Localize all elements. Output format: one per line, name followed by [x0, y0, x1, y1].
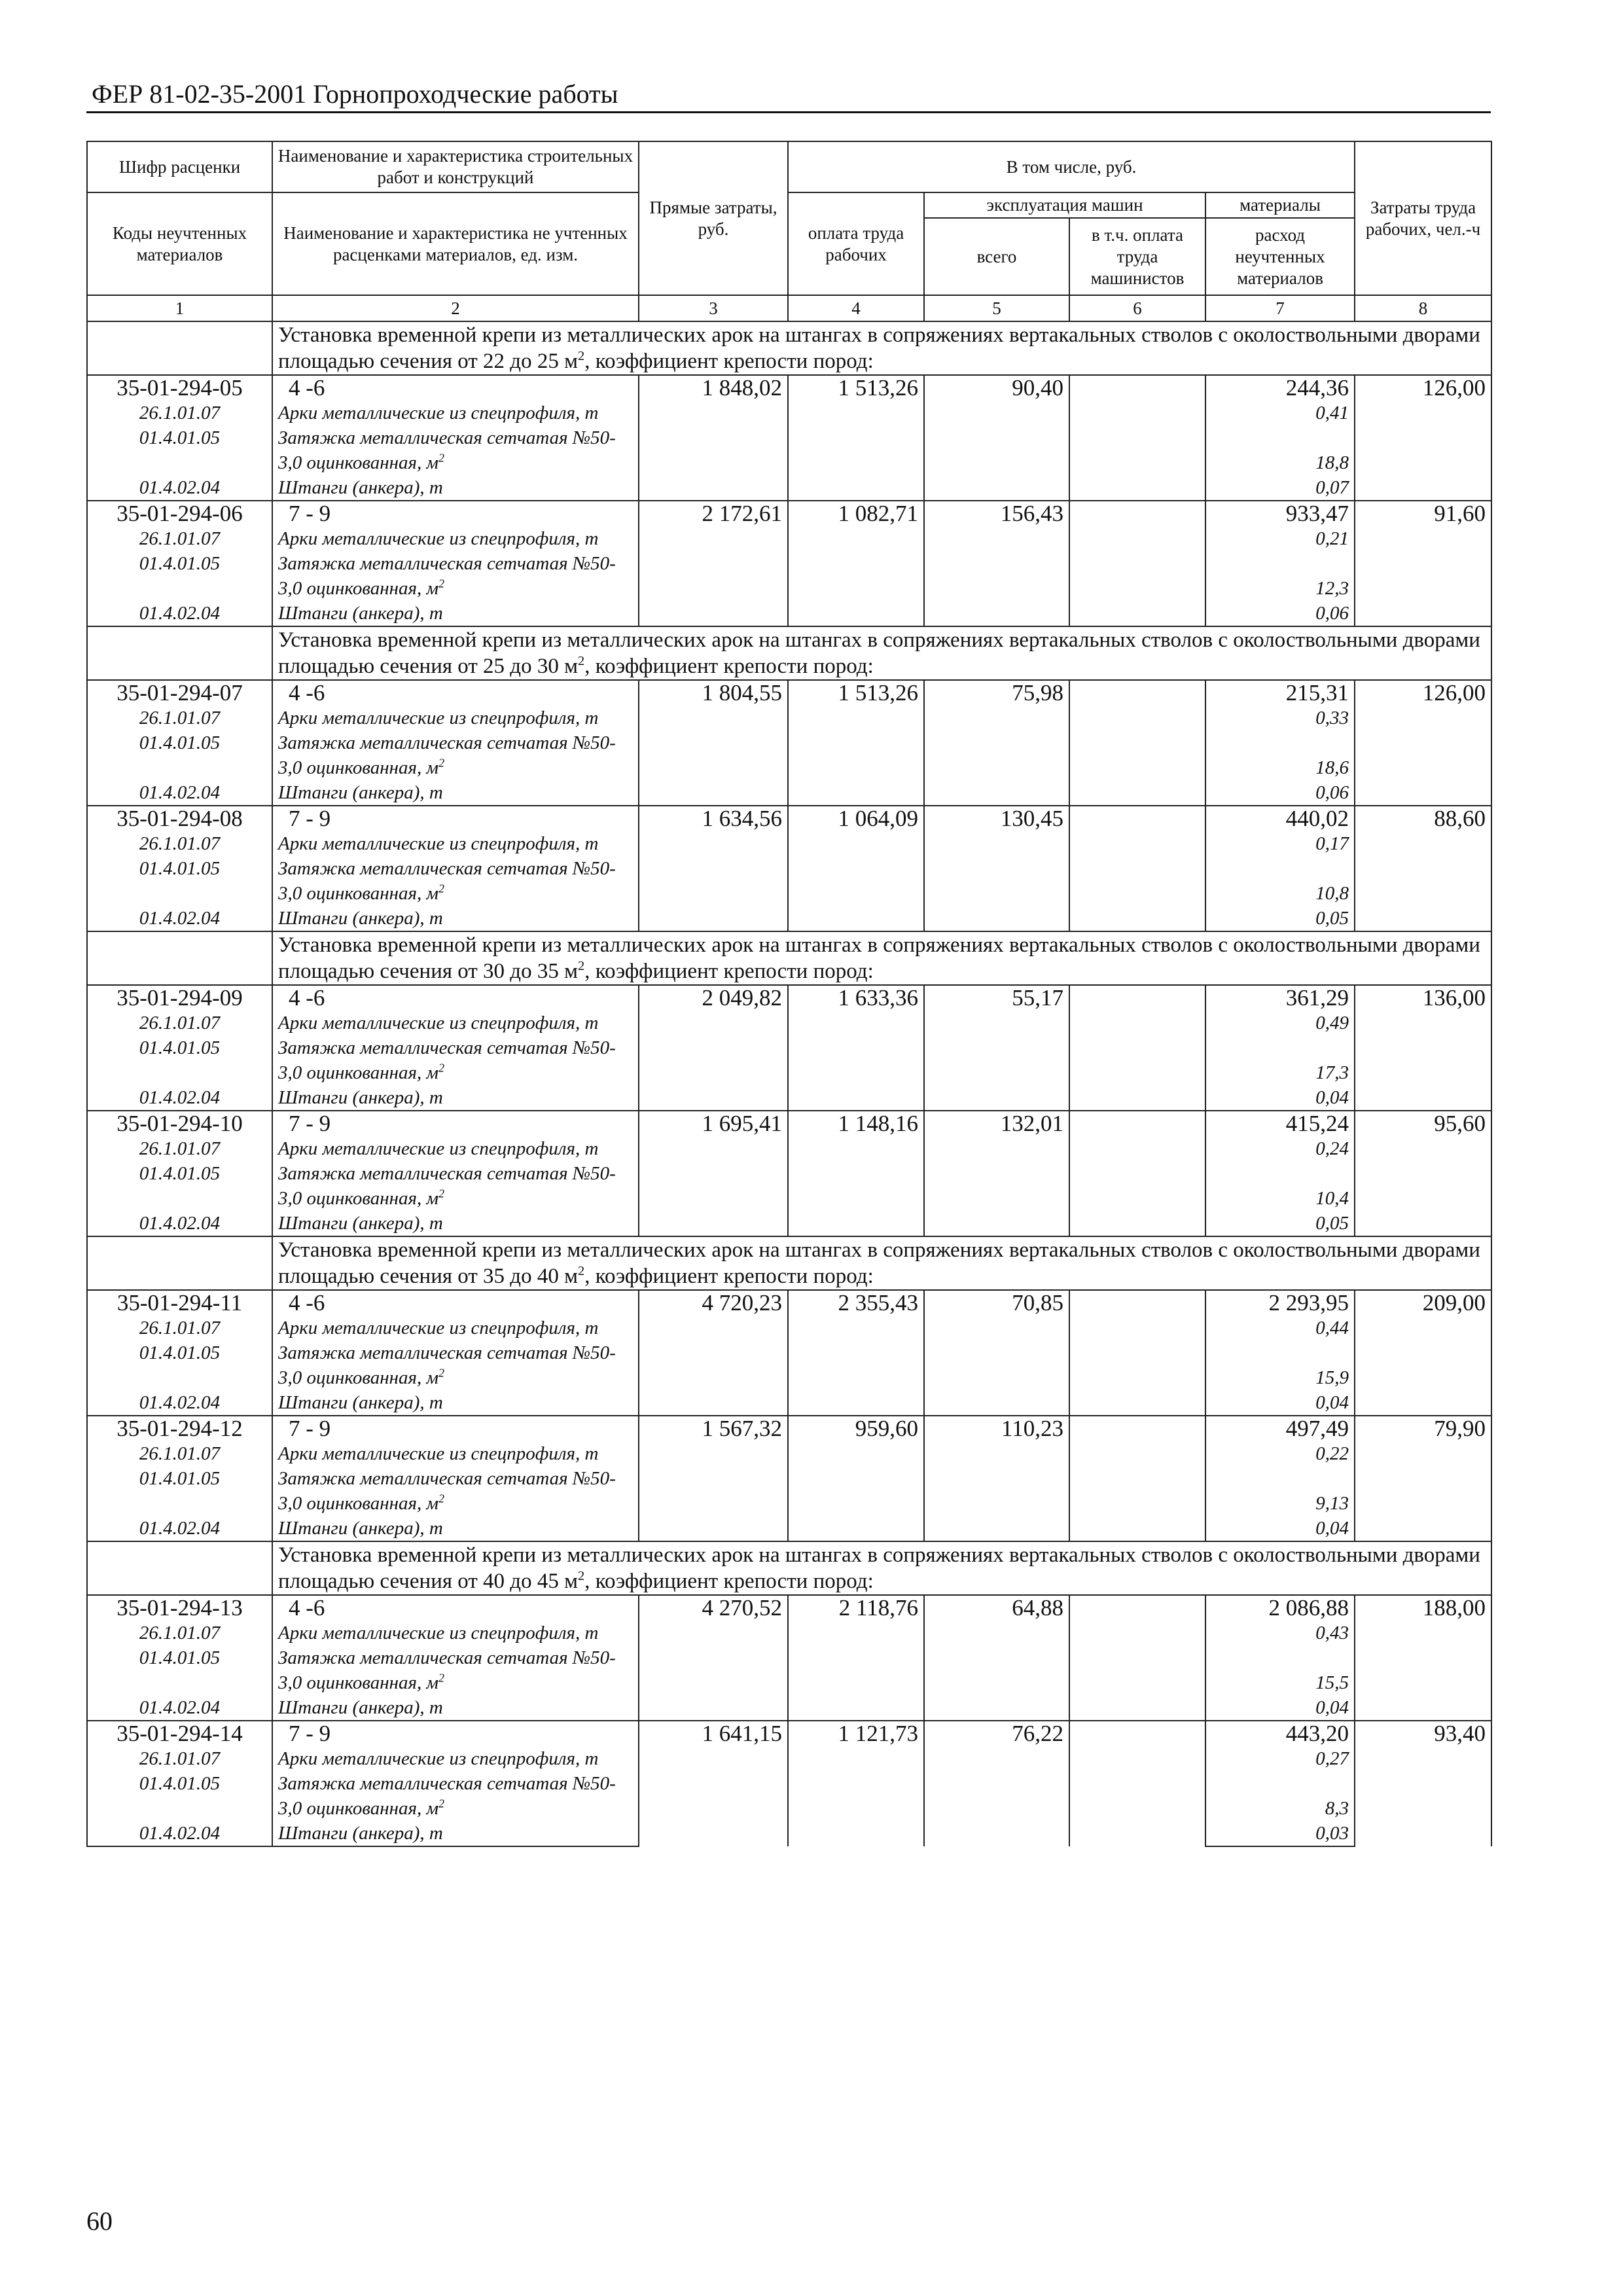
rate-direct-costs: 2 172,61	[639, 501, 788, 626]
material-code: 01.4.02.04	[87, 1821, 272, 1846]
section-text-suffix: , коэффициент крепости пород:	[584, 1265, 874, 1288]
material-quantity: 8,3	[1205, 1771, 1355, 1821]
material-code: 01.4.02.04	[87, 906, 272, 931]
section-description	[272, 1236, 1491, 1290]
material-code: 01.4.02.04	[87, 1085, 272, 1111]
material-name	[272, 601, 639, 626]
column-number: 8	[1355, 295, 1491, 321]
material-name	[272, 1316, 639, 1340]
material-code: 01.4.01.05	[87, 1340, 272, 1390]
material-code: 26.1.01.07	[87, 1621, 272, 1645]
material-unit-superscript: 2	[438, 1492, 444, 1505]
rate-rock-hardness: 7 - 9	[272, 1111, 639, 1136]
rate-materials: 443,20	[1205, 1721, 1355, 1746]
material-code: 01.4.02.04	[87, 780, 272, 806]
material-name	[272, 526, 639, 551]
rate-direct-costs: 2 049,82	[639, 985, 788, 1111]
rate-machines-total: 64,88	[924, 1595, 1069, 1721]
material-name	[272, 831, 639, 856]
rate-row	[87, 1416, 1491, 1441]
material-quantity: 0,22	[1205, 1441, 1355, 1466]
rate-labor-pay: 1 082,71	[788, 501, 924, 626]
material-name-text: Штанги (анкера), т	[278, 1087, 443, 1108]
material-name-text: Штанги (анкера), т	[278, 1823, 443, 1844]
section-row	[87, 1541, 1491, 1595]
header-machines: эксплуатация машин	[924, 192, 1205, 218]
material-name	[272, 551, 639, 601]
rate-machines-labor	[1069, 375, 1205, 501]
material-quantity: 18,6	[1205, 730, 1355, 780]
material-quantity: 0,04	[1205, 1695, 1355, 1721]
material-quantity: 0,03	[1205, 1821, 1355, 1846]
section-code-cell	[87, 1541, 272, 1595]
material-name	[272, 1771, 639, 1821]
material-code: 26.1.01.07	[87, 1441, 272, 1466]
rate-code: 35-01-294-07	[87, 680, 272, 706]
material-name-text: Арки металлические из спецпрофиля, т	[278, 1318, 599, 1338]
table-body	[87, 295, 1491, 1846]
rate-rock-hardness: 7 - 9	[272, 806, 639, 831]
material-name	[272, 425, 639, 475]
material-quantity: 12,3	[1205, 551, 1355, 601]
rate-machines-labor	[1069, 1416, 1205, 1541]
rate-materials: 244,36	[1205, 375, 1355, 401]
material-name	[272, 1516, 639, 1541]
rate-code: 35-01-294-11	[87, 1290, 272, 1316]
material-quantity: 17,3	[1205, 1035, 1355, 1085]
rate-labor-hours: 126,00	[1355, 680, 1491, 806]
material-code: 26.1.01.07	[87, 1316, 272, 1340]
column-number: 4	[788, 295, 924, 321]
rate-machines-total: 110,23	[924, 1416, 1069, 1541]
section-row	[87, 931, 1491, 985]
material-quantity: 0,06	[1205, 780, 1355, 806]
rate-code: 35-01-294-06	[87, 501, 272, 526]
rate-direct-costs: 1 804,55	[639, 680, 788, 806]
material-name-text: Затяжка металлическая сетчатая №50-3,0 оцинкованная, м	[278, 858, 616, 904]
material-code: 01.4.01.05	[87, 1771, 272, 1821]
section-text-superscript: 2	[577, 1264, 585, 1278]
section-text: Установка временной крепи из металлических арок на штангах в сопряжениях вертакальных стволов с околоствольными дворами площадью сечения от 40 до 45 м	[278, 1543, 1480, 1593]
material-quantity: 0,05	[1205, 906, 1355, 931]
material-code: 01.4.01.05	[87, 551, 272, 601]
rate-rock-hardness: 7 - 9	[272, 1721, 639, 1746]
material-quantity: 0,05	[1205, 1211, 1355, 1236]
rate-labor-hours: 136,00	[1355, 985, 1491, 1111]
rate-materials: 933,47	[1205, 501, 1355, 526]
material-quantity: 0,33	[1205, 706, 1355, 730]
material-name-text: Затяжка металлическая сетчатая №50-3,0 оцинкованная, м	[278, 732, 616, 778]
material-code: 01.4.02.04	[87, 1695, 272, 1721]
material-name	[272, 1821, 639, 1846]
material-name	[272, 1621, 639, 1645]
section-text-superscript: 2	[577, 654, 585, 668]
material-name-text: Штанги (анкера), т	[278, 603, 443, 624]
rate-row	[87, 1595, 1491, 1621]
material-code: 01.4.02.04	[87, 1516, 272, 1541]
rate-machines-labor	[1069, 680, 1205, 806]
material-unit-superscript: 2	[438, 882, 444, 895]
material-quantity: 0,44	[1205, 1316, 1355, 1340]
column-numbers-row	[87, 295, 1491, 321]
material-name-text: Затяжка металлическая сетчатая №50-3,0 оцинкованная, м	[278, 1037, 616, 1083]
material-name	[272, 1340, 639, 1390]
section-text: Установка временной крепи из металлических арок на штангах в сопряжениях вертакальных стволов с околоствольными дворами площадью сечения от 30 до 35 м	[278, 933, 1480, 983]
rate-row	[87, 1290, 1491, 1316]
material-name	[272, 1211, 639, 1236]
material-name-text: Арки металлические из спецпрофиля, т	[278, 1748, 599, 1769]
section-text-superscript: 2	[577, 349, 585, 363]
header-direct-costs: Прямые затраты, руб.	[639, 141, 788, 295]
header-material-codes: Коды неучтенных материалов	[87, 192, 272, 295]
material-name	[272, 1441, 639, 1466]
page-header-title: ФЕР 81-02-35-2001 Горнопроходческие работы	[92, 79, 618, 109]
material-name-text: Затяжка металлическая сетчатая №50-3,0 оцинкованная, м	[278, 427, 616, 473]
material-code: 26.1.01.07	[87, 1746, 272, 1771]
rate-code: 35-01-294-08	[87, 806, 272, 831]
rate-labor-pay: 1 513,26	[788, 375, 924, 501]
material-code: 01.4.01.05	[87, 425, 272, 475]
rate-row	[87, 985, 1491, 1011]
rate-row	[87, 501, 1491, 526]
section-description	[272, 931, 1491, 985]
material-code: 26.1.01.07	[87, 706, 272, 730]
rate-labor-hours: 91,60	[1355, 501, 1491, 626]
material-name-text: Затяжка металлическая сетчатая №50-3,0 оцинкованная, м	[278, 553, 616, 599]
material-quantity: 0,04	[1205, 1516, 1355, 1541]
rate-machines-total: 132,01	[924, 1111, 1069, 1236]
material-quantity: 9,13	[1205, 1466, 1355, 1516]
material-unit-superscript: 2	[438, 1797, 444, 1810]
header-materials-usage: расход неучтенных материалов	[1205, 218, 1355, 295]
material-code: 01.4.01.05	[87, 1645, 272, 1695]
rate-materials: 361,29	[1205, 985, 1355, 1011]
material-unit-superscript: 2	[438, 1187, 444, 1200]
material-quantity: 15,9	[1205, 1340, 1355, 1390]
rate-labor-pay: 959,60	[788, 1416, 924, 1541]
material-name-text: Арки металлические из спецпрофиля, т	[278, 1013, 599, 1033]
material-quantity: 0,43	[1205, 1621, 1355, 1645]
material-name-text: Затяжка металлическая сетчатая №50-3,0 оцинкованная, м	[278, 1773, 616, 1819]
material-quantity: 10,4	[1205, 1161, 1355, 1211]
section-description	[272, 321, 1491, 375]
section-description	[272, 1541, 1491, 1595]
material-name-text: Затяжка металлическая сетчатая №50-3,0 оцинкованная, м	[278, 1163, 616, 1209]
rate-direct-costs: 4 270,52	[639, 1595, 788, 1721]
material-code: 01.4.01.05	[87, 856, 272, 906]
material-quantity: 15,5	[1205, 1645, 1355, 1695]
column-number: 6	[1069, 295, 1205, 321]
material-code: 01.4.02.04	[87, 475, 272, 501]
material-name	[272, 1466, 639, 1516]
rate-direct-costs: 1 641,15	[639, 1721, 788, 1846]
rate-machines-total: 76,22	[924, 1721, 1069, 1846]
material-name	[272, 1161, 639, 1211]
rate-labor-pay: 1 064,09	[788, 806, 924, 931]
section-text-suffix: , коэффициент крепости пород:	[584, 1570, 874, 1593]
rate-materials: 2 293,95	[1205, 1290, 1355, 1316]
column-number: 5	[924, 295, 1069, 321]
header-machines-total: всего	[924, 218, 1069, 295]
rate-row	[87, 1721, 1491, 1746]
rate-materials: 440,02	[1205, 806, 1355, 831]
material-name	[272, 856, 639, 906]
rate-row	[87, 680, 1491, 706]
rate-machines-labor	[1069, 1721, 1205, 1846]
rate-machines-labor	[1069, 1290, 1205, 1416]
material-name	[272, 780, 639, 806]
material-name	[272, 906, 639, 931]
material-name-text: Затяжка металлическая сетчатая №50-3,0 оцинкованная, м	[278, 1342, 616, 1388]
rate-labor-pay: 1 633,36	[788, 985, 924, 1111]
rate-labor-hours: 188,00	[1355, 1595, 1491, 1721]
rate-machines-total: 130,45	[924, 806, 1069, 931]
material-unit-superscript: 2	[438, 1061, 444, 1075]
material-quantity: 0,17	[1205, 831, 1355, 856]
rate-machines-labor	[1069, 985, 1205, 1111]
material-name	[272, 1085, 639, 1111]
section-text-superscript: 2	[577, 959, 585, 973]
material-name-text: Арки металлические из спецпрофиля, т	[278, 403, 599, 423]
section-text: Установка временной крепи из металлических арок на штангах в сопряжениях вертакальных стволов с околоствольными дворами площадью сечения от 35 до 40 м	[278, 1238, 1480, 1288]
section-row	[87, 1236, 1491, 1290]
material-quantity: 0,04	[1205, 1390, 1355, 1416]
section-code-cell	[87, 931, 272, 985]
rate-machines-total: 156,43	[924, 501, 1069, 626]
rate-labor-pay: 2 355,43	[788, 1290, 924, 1416]
material-name-text: Арки металлические из спецпрофиля, т	[278, 528, 599, 549]
section-row	[87, 626, 1491, 680]
rate-labor-pay: 1 121,73	[788, 1721, 924, 1846]
table-header	[87, 141, 1491, 295]
material-name	[272, 475, 639, 501]
material-quantity: 0,07	[1205, 475, 1355, 501]
material-quantity: 0,27	[1205, 1746, 1355, 1771]
header-rule	[86, 111, 1491, 113]
section-text-suffix: , коэффициент крепости пород:	[584, 655, 874, 678]
rate-machines-labor	[1069, 501, 1205, 626]
material-name	[272, 730, 639, 780]
rate-code: 35-01-294-12	[87, 1416, 272, 1441]
header-work-name: Наименование и характеристика строительных работ и конструкций	[272, 141, 639, 192]
material-name-text: Арки металлические из спецпрофиля, т	[278, 1623, 599, 1643]
rate-labor-hours: 79,90	[1355, 1416, 1491, 1541]
section-description	[272, 626, 1491, 680]
rate-labor-pay: 1 513,26	[788, 680, 924, 806]
section-code-cell	[87, 626, 272, 680]
rate-materials: 2 086,88	[1205, 1595, 1355, 1621]
material-code: 01.4.01.05	[87, 1035, 272, 1085]
material-code: 26.1.01.07	[87, 401, 272, 425]
rate-rock-hardness: 4 -6	[272, 985, 639, 1011]
material-name-text: Затяжка металлическая сетчатая №50-3,0 оцинкованная, м	[278, 1468, 616, 1514]
material-quantity: 18,8	[1205, 425, 1355, 475]
material-name-text: Штанги (анкера), т	[278, 1697, 443, 1718]
material-name-text: Арки металлические из спецпрофиля, т	[278, 1443, 599, 1464]
material-name	[272, 706, 639, 730]
rate-row	[87, 806, 1491, 831]
material-quantity: 0,41	[1205, 401, 1355, 425]
rate-machines-labor	[1069, 806, 1205, 931]
section-text-suffix: , коэффициент крепости пород:	[584, 960, 874, 983]
material-code: 01.4.02.04	[87, 1211, 272, 1236]
header-code: Шифр расценки	[87, 141, 272, 192]
material-code: 01.4.02.04	[87, 601, 272, 626]
rate-machines-labor	[1069, 1111, 1205, 1236]
rate-labor-hours: 93,40	[1355, 1721, 1491, 1846]
material-unit-superscript: 2	[438, 756, 444, 770]
header-labor-pay: оплата труда рабочих	[788, 192, 924, 295]
header-machines-labor: в т.ч. оплата труда машинистов	[1069, 218, 1205, 295]
rate-labor-hours: 126,00	[1355, 375, 1491, 501]
rate-rock-hardness: 7 - 9	[272, 1416, 639, 1441]
section-code-cell	[87, 321, 272, 375]
material-quantity: 0,04	[1205, 1085, 1355, 1111]
rate-direct-costs: 4 720,23	[639, 1290, 788, 1416]
rate-code: 35-01-294-13	[87, 1595, 272, 1621]
material-name-text: Штанги (анкера), т	[278, 1392, 443, 1413]
column-number: 1	[87, 295, 272, 321]
rate-labor-pay: 1 148,16	[788, 1111, 924, 1236]
rate-machines-total: 70,85	[924, 1290, 1069, 1416]
material-name	[272, 1035, 639, 1085]
rate-direct-costs: 1 634,56	[639, 806, 788, 931]
material-name-text: Арки металлические из спецпрофиля, т	[278, 833, 599, 854]
header-including: В том числе, руб.	[788, 141, 1355, 192]
section-row	[87, 321, 1491, 375]
material-name-text: Штанги (анкера), т	[278, 1213, 443, 1234]
rates-table	[86, 141, 1492, 1847]
material-unit-superscript: 2	[438, 451, 444, 465]
material-code: 26.1.01.07	[87, 1136, 272, 1161]
material-name-text: Затяжка металлическая сетчатая №50-3,0 оцинкованная, м	[278, 1647, 616, 1693]
rate-row	[87, 375, 1491, 401]
section-text-superscript: 2	[577, 1569, 585, 1583]
material-quantity: 10,8	[1205, 856, 1355, 906]
rate-materials: 497,49	[1205, 1416, 1355, 1441]
rate-materials: 415,24	[1205, 1111, 1355, 1136]
material-quantity: 0,49	[1205, 1011, 1355, 1035]
material-name	[272, 1746, 639, 1771]
material-code: 01.4.01.05	[87, 730, 272, 780]
material-unit-superscript: 2	[438, 577, 444, 590]
rate-rock-hardness: 4 -6	[272, 1595, 639, 1621]
rate-code: 35-01-294-09	[87, 985, 272, 1011]
header-material-names: Наименование и характеристика не учтенных расценками материалов, ед. изм.	[272, 192, 639, 295]
page-number: 60	[86, 2206, 113, 2236]
material-quantity: 0,06	[1205, 601, 1355, 626]
material-quantity: 0,24	[1205, 1136, 1355, 1161]
rate-machines-total: 90,40	[924, 375, 1069, 501]
rate-code: 35-01-294-10	[87, 1111, 272, 1136]
material-code: 01.4.02.04	[87, 1390, 272, 1416]
material-name-text: Арки металлические из спецпрофиля, т	[278, 1138, 599, 1159]
rate-code: 35-01-294-14	[87, 1721, 272, 1746]
rate-direct-costs: 1 848,02	[639, 375, 788, 501]
material-name-text: Штанги (анкера), т	[278, 1518, 443, 1539]
material-code: 26.1.01.07	[87, 831, 272, 856]
material-name	[272, 1390, 639, 1416]
material-code: 01.4.01.05	[87, 1161, 272, 1211]
material-code: 26.1.01.07	[87, 1011, 272, 1035]
section-text-suffix: , коэффициент крепости пород:	[584, 350, 874, 373]
material-name	[272, 1136, 639, 1161]
rate-labor-pay: 2 118,76	[788, 1595, 924, 1721]
rate-labor-hours: 88,60	[1355, 806, 1491, 931]
material-name	[272, 1695, 639, 1721]
material-name-text: Арки металлические из спецпрофиля, т	[278, 708, 599, 728]
material-code: 26.1.01.07	[87, 526, 272, 551]
rate-rock-hardness: 4 -6	[272, 680, 639, 706]
header-materials: материалы	[1205, 192, 1355, 218]
rate-machines-total: 55,17	[924, 985, 1069, 1111]
material-unit-superscript: 2	[438, 1671, 444, 1685]
rate-direct-costs: 1 695,41	[639, 1111, 788, 1236]
material-name-text: Штанги (анкера), т	[278, 477, 443, 498]
rate-rock-hardness: 4 -6	[272, 1290, 639, 1316]
rate-rock-hardness: 4 -6	[272, 375, 639, 401]
rate-materials: 215,31	[1205, 680, 1355, 706]
rate-rock-hardness: 7 - 9	[272, 501, 639, 526]
material-name	[272, 401, 639, 425]
material-unit-superscript: 2	[438, 1366, 444, 1380]
material-name-text: Штанги (анкера), т	[278, 782, 443, 803]
material-quantity: 0,21	[1205, 526, 1355, 551]
rate-machines-total: 75,98	[924, 680, 1069, 806]
column-number: 3	[639, 295, 788, 321]
section-text: Установка временной крепи из металлических арок на штангах в сопряжениях вертакальных стволов с околоствольными дворами площадью сечения от 22 до 25 м	[278, 323, 1480, 373]
material-code: 01.4.01.05	[87, 1466, 272, 1516]
rate-labor-hours: 95,60	[1355, 1111, 1491, 1236]
material-name	[272, 1011, 639, 1035]
column-number: 2	[272, 295, 639, 321]
rate-direct-costs: 1 567,32	[639, 1416, 788, 1541]
rate-machines-labor	[1069, 1595, 1205, 1721]
material-name	[272, 1645, 639, 1695]
rate-code: 35-01-294-05	[87, 375, 272, 401]
material-name-text: Штанги (анкера), т	[278, 908, 443, 929]
column-number: 7	[1205, 295, 1355, 321]
rate-row	[87, 1111, 1491, 1136]
header-labor-hours: Затраты труда рабочих, чел.-ч	[1355, 141, 1491, 295]
section-code-cell	[87, 1236, 272, 1290]
rate-labor-hours: 209,00	[1355, 1290, 1491, 1416]
section-text: Установка временной крепи из металлических арок на штангах в сопряжениях вертакальных стволов с околоствольными дворами площадью сечения от 25 до 30 м	[278, 628, 1480, 678]
